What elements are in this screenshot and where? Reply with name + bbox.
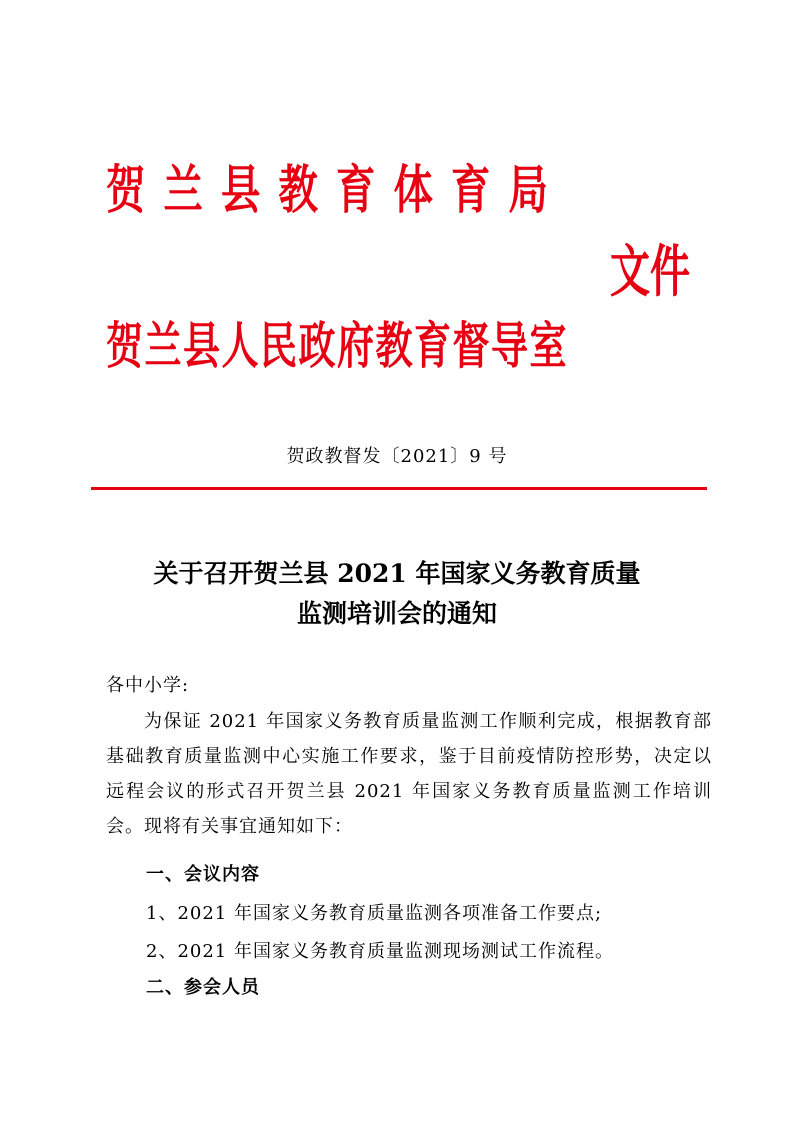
section-heading-attendees: 二、参会人员 xyxy=(146,977,260,998)
notice-title-line-2: 监测培训会的通知 xyxy=(296,599,497,628)
red-divider xyxy=(91,487,707,490)
issuer-name-education-supervision-office: 贺兰县人民政府教育督导室 xyxy=(106,317,568,375)
issuer-name-education-sports-bureau: 贺兰县教育体育局 xyxy=(106,161,567,221)
notice-title-line-1: 关于召开贺兰县 2021 年国家义务教育质量 xyxy=(153,559,641,588)
list-item: 2、2021 年国家义务教育质量监测现场测试工作流程。 xyxy=(146,941,614,962)
notice-title xyxy=(0,554,794,634)
document-number: 贺政教督发〔2021〕9 号 xyxy=(286,446,508,467)
body-paragraph: 为保证 2021 年国家义务教育质量监测工作顺利完成，根据教育部基础教育质量监测中心实施工作要求，鉴于目前疫情防控形势，决定以远程会议的形式召开贺兰县 2021 年国家义务教育质量监测工作培训会。现将有关事宜通知如下： xyxy=(106,711,712,837)
list-item: 1、2021 年国家义务教育质量监测各项准备工作要点; xyxy=(146,903,603,924)
salutation: 各中小学: xyxy=(106,675,190,696)
section-heading-meeting-content: 一、会议内容 xyxy=(146,864,260,885)
document-label: 文件 xyxy=(610,240,690,305)
